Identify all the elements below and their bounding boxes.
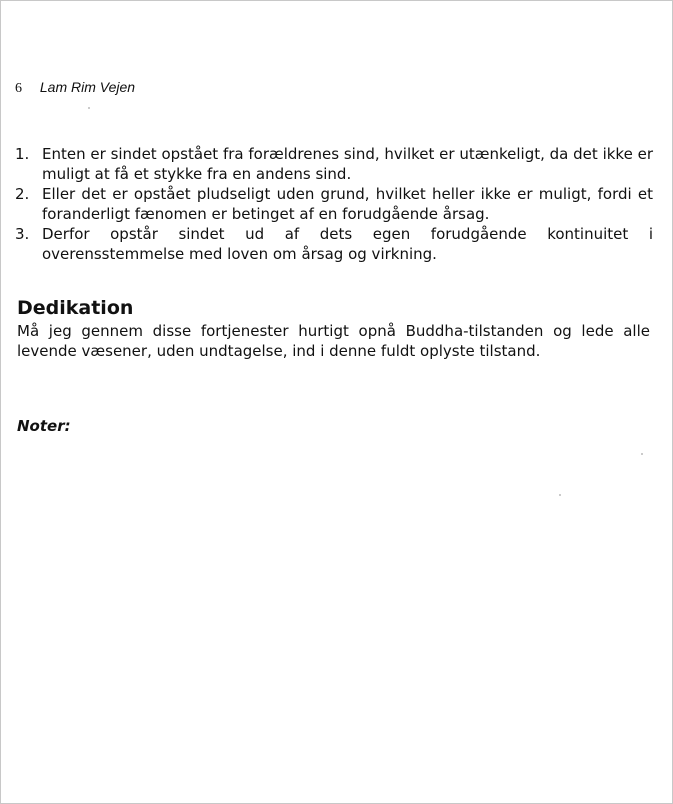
scan-speck (641, 453, 643, 455)
notes-label: Noter: (17, 417, 71, 435)
list-item-number: 3. (15, 225, 30, 243)
list-item-number: 1. (15, 145, 30, 163)
list-item (15, 144, 653, 184)
list-item-text: Eller det er opstået pludseligt uden grund, hvilket heller ikke er muligt, fordi et foranderligt fænomen er betinget af en forudgående årsag. (42, 185, 653, 223)
scan-speck (88, 107, 90, 109)
list-item-text: Enten er sindet opstået fra forældrenes sind, hvilket er utænkeligt, da det ikke er muligt at få et stykke fra en andens sind. (42, 145, 653, 183)
list-item-number: 2. (15, 185, 30, 203)
list-item (15, 184, 653, 224)
dedication-text: Må jeg gennem disse fortjenester hurtigt opnå Buddha-tilstanden og lede alle levende væsener, uden undtagelse, ind i denne fuldt oplyste tilstand. (17, 322, 650, 360)
list-item (15, 224, 653, 264)
running-title: Lam Rim Vejen (39, 79, 136, 95)
list-item-text: Derfor opstår sindet ud af dets egen forudgående kontinuitet i overensstemmelse med loven om årsag og virkning. (42, 225, 653, 263)
dedication-heading: Dedikation (17, 297, 134, 319)
page-number: 6 (15, 81, 22, 96)
running-header (15, 79, 135, 97)
numbered-list (15, 144, 653, 264)
scan-speck (559, 494, 561, 496)
